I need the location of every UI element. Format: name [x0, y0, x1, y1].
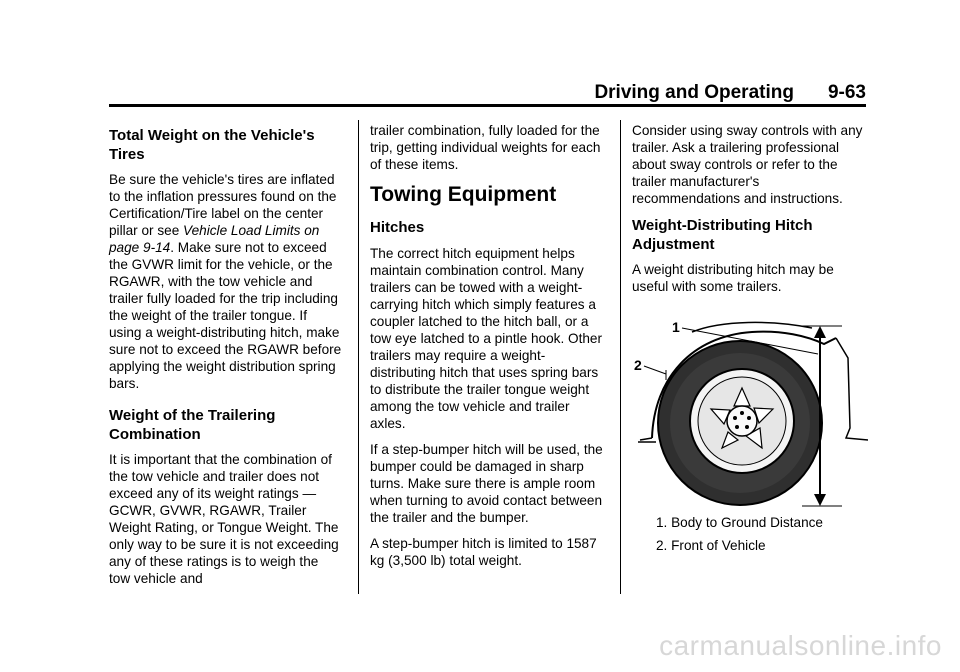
paragraph-sway-controls: Consider using sway controls with any trailer. Ask a trailering professional about sway controls or refer to the trailer manufacturer's recommendations and instructions.	[632, 123, 863, 206]
paragraph-hitch-adjustment: A weight distributing hitch may be useful with some trailers.	[632, 262, 834, 294]
caption-front-vehicle: 2. Front of Vehicle	[656, 538, 766, 553]
column-divider	[620, 120, 621, 594]
paragraph-trailering-combination: It is important that the combination of the tow vehicle and trailer does not exceed any of its weight ratings — GCWR, GVWR, RGAWR, Trailer Weight Rating, or Tongue Weight. The only way to be sure it is not exceeding any of these ratings is to weigh the tow vehicle and	[109, 452, 339, 586]
callout-2: 2	[634, 357, 642, 373]
watermark: carmanualsonline.info	[659, 630, 942, 661]
paragraph-hitches: The correct hitch equipment helps maintain combination control. Many trailers can be towed with a weight-carrying hitch which simply features a coupler latched to the hitch ball, or a tow eye latched to a pintle hook. Other trailers may require a weight-distributing hitch that uses spring bars to distribute the trailer tongue weight among the tow vehicle and trailer axles.	[370, 246, 602, 431]
paragraph-step-bumper: If a step-bumper hitch will be used, the bumper could be damaged in sharp turns. Make sure there is ample room when turning to avoid contact between the trailer and the bumper.	[370, 442, 603, 525]
column-2	[370, 122, 604, 578]
tire-illustration	[632, 318, 868, 508]
wheel-diagram-svg	[632, 318, 868, 508]
column-3	[632, 122, 866, 304]
heading-total-weight: Total Weight on the Vehicle's Tires	[109, 127, 315, 163]
column-1	[109, 122, 343, 596]
running-header	[0, 82, 866, 104]
paragraph-total-weight: Be sure the vehicle's tires are inflated to the inflation pressures found on the Certification/Tire label on the center pillar or see Vehicle Load Limits on page 9-14. Make sure not to exceed the GVWR limit for the vehicle, or the RGAWR, with the tow vehicle and trailer fully loaded for the trip including the weight of the trailer tongue. If using a weight-distributing hitch, make sure not to exceed the RGAWR before applying the weight distribution spring bars.	[109, 172, 342, 391]
page-number: 9-63	[827, 82, 866, 103]
section-title: Driving and Operating	[594, 82, 794, 103]
paragraph-continued: trailer combination, fully loaded for the trip, getting individual weights for each of these items.	[370, 123, 601, 172]
heading-hitch-adjustment: Weight-Distributing Hitch Adjustment	[632, 217, 813, 253]
header-rule	[109, 104, 866, 107]
column-divider	[358, 120, 359, 594]
figure-captions	[656, 514, 823, 560]
caption-body-ground: 1. Body to Ground Distance	[656, 515, 823, 530]
heading-trailering-combination: Weight of the Trailering Combination	[109, 407, 276, 443]
callout-1: 1	[672, 319, 680, 335]
paragraph-step-bumper-limit: A step-bumper hitch is limited to 1587 kg (3,500 lb) total weight.	[370, 536, 597, 568]
cross-reference-link[interactable]: Vehicle Load Limits on page 9-14	[109, 223, 320, 255]
heading-towing-equipment: Towing Equipment	[370, 183, 557, 206]
heading-hitches: Hitches	[370, 219, 425, 236]
